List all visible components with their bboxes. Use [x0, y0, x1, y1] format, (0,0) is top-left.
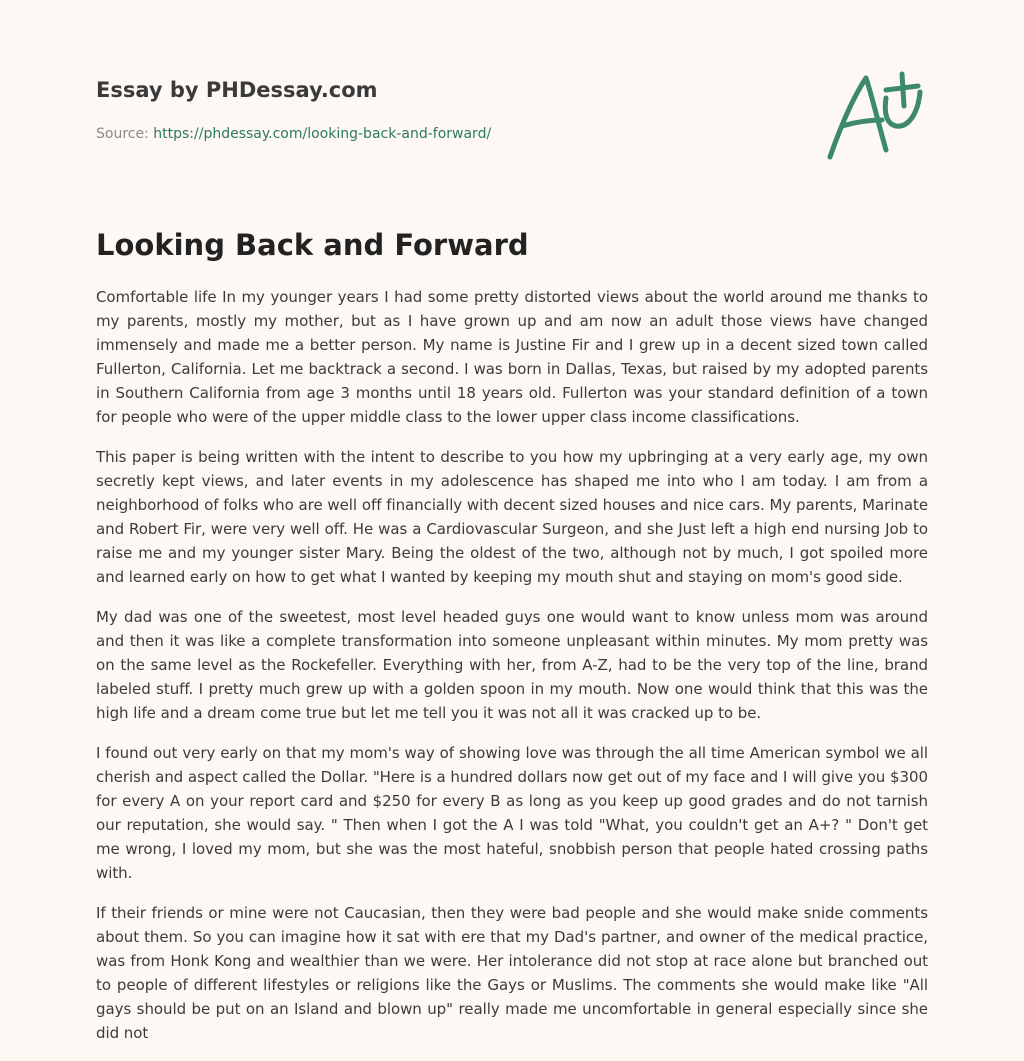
- essay-paragraph: This paper is being written with the intent to describe to you how my upbringing at a very early age, my own secretly kept views, and later events in my adolescence has shaped me into who I am today. I am from a neighborhood of folks who are well off financially with decent sized houses and nice cars. My parents, Marinate and Robert Fir, were very well off. He was a Cardiovascular Surgeon, and she Just left a high end nursing Job to raise me and my younger sister Mary. Being the oldest of the two, although not by much, I got spoiled more and learned early on how to get what I wanted by keeping my mouth shut and staying on mom's good side.: [96, 448, 928, 586]
- essay-paragraph: I found out very early on that my mom's way of showing love was through the all time American symbol we all cherish and aspect called the Dollar. "Here is a hundred dollars now get out of my face and I will give you $300 for every A on your report card and $250 for every B as long as you keep up good grades and do not tarnish our reputation, she would say. " Then when I got the A I was told "What, you couldn't get an A+? " Don't get me wrong, I loved my mom, but she was the most hateful, snobbish person that people hated crossing paths with.: [96, 744, 928, 882]
- source-label: Source:: [96, 126, 154, 142]
- essay-paragraph: My dad was one of the sweetest, most level headed guys one would want to know unless mom was around and then it was like a complete transformation into someone unpleasant within minutes. My mom pretty was on the same level as the Rockefeller. Everything with her, from A-Z, had to be the very top of the line, brand labeled stuff. I pretty much grew up with a golden spoon in my mouth. Now one would think that this was the high life and a dream come true but let me tell you it was not all it was cracked up to be.: [96, 608, 928, 722]
- essay-paragraph: If their friends or mine were not Caucasian, then they were bad people and she would make snide comments about them. So you can imagine how it sat with ere that my Dad's partner, and owner of the medical practice, was from Honk Kong and wealthier than we were. Her intolerance did not stop at race alone but branched out to people of different lifestyles or religions like the Gays or Muslims. The comments she would make like "All gays should be put on an Island and blown up" really made me uncomfortable in general especially since she did not: [96, 904, 928, 1042]
- essay-body: [96, 285, 928, 1061]
- site-brand: Essay by PHDessay.com: [96, 78, 378, 102]
- essay-header: [96, 76, 796, 144]
- essay-paragraph: Comfortable life In my younger years I had some pretty distorted views about the world around me thanks to my parents, mostly my mother, but as I have grown up and am now an adult those views have changed immensely and made me a better person. My name is Justine Fir and I grew up in a decent sized town called Fullerton, California. Let me backtrack a second. I was born in Dallas, Texas, but raised by my adopted parents in Southern California from age 3 months until 18 years old. Fullerton was your standard definition of a town for people who were of the upper middle class to the lower upper class income classifications.: [96, 288, 928, 426]
- a-plus-grade-icon: [820, 64, 930, 164]
- essay-title: Looking Back and Forward: [96, 228, 529, 262]
- a-plus-logo-graphic: [820, 64, 930, 164]
- source-line: [96, 124, 796, 144]
- source-link[interactable]: https://phdessay.com/looking-back-and-forward/: [153, 126, 492, 142]
